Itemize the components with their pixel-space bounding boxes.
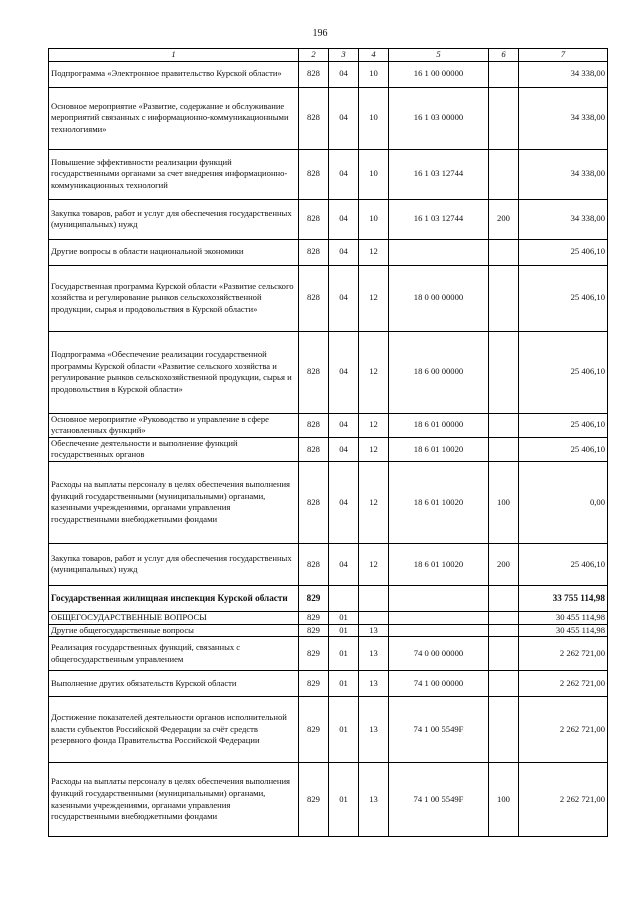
row-name: Подпрограмма «Обеспечение реализации государственной программы Курской области «Развитие сельского хозяйства и регулирование рынков сельскохозяйственной продукции, сырья и продовольствия в Курской области» <box>49 331 299 413</box>
target-article-code: 74 0 00 00000 <box>389 637 489 671</box>
row-name: Закупка товаров, работ и услуг для обеспечения государственных (муниципальных) нужд <box>49 199 299 239</box>
expense-type-code: 100 <box>489 461 519 543</box>
column-number: 6 <box>489 49 519 62</box>
expense-type-code <box>489 437 519 461</box>
target-article-code: 18 6 01 10020 <box>389 543 489 585</box>
subsection-code <box>359 585 389 611</box>
target-article-code: 16 1 00 00000 <box>389 61 489 87</box>
expense-type-code: 100 <box>489 763 519 837</box>
row-name: Повышение эффективности реализации функций государственными органами за счет внедрения информационно-коммуникационных технологий <box>49 149 299 199</box>
row-name: Расходы на выплаты персоналу в целях обеспечения выполнения функций государственными (муниципальными) органами, казенными учреждениями, органами управления государственными внебюджетными фондами <box>49 763 299 837</box>
amount: 25 406,10 <box>519 239 608 265</box>
subsection-code: 10 <box>359 149 389 199</box>
expense-type-code <box>489 149 519 199</box>
ministry-code: 829 <box>299 637 329 671</box>
row-name: Достижение показателей деятельности органов исполнительной власти субъектов Российской Федерации за счёт средств резервного фонда Правительства Российской Федерации <box>49 697 299 763</box>
row-name: Государственная жилищная инспекция Курской области <box>49 585 299 611</box>
section-code: 01 <box>329 624 359 637</box>
budget-table <box>48 48 608 837</box>
table-row <box>49 611 608 624</box>
subsection-code: 12 <box>359 413 389 437</box>
subsection-code: 12 <box>359 437 389 461</box>
expense-type-code <box>489 87 519 149</box>
subsection-code: 12 <box>359 239 389 265</box>
expense-type-code: 200 <box>489 199 519 239</box>
subsection-code: 10 <box>359 61 389 87</box>
target-article-code: 16 1 03 00000 <box>389 87 489 149</box>
table-row <box>49 149 608 199</box>
section-code: 04 <box>329 543 359 585</box>
target-article-code: 18 6 01 00000 <box>389 413 489 437</box>
target-article-code: 74 1 00 5549F <box>389 697 489 763</box>
amount: 25 406,10 <box>519 437 608 461</box>
amount: 34 338,00 <box>519 199 608 239</box>
row-name: Закупка товаров, работ и услуг для обеспечения государственных (муниципальных) нужд <box>49 543 299 585</box>
column-number: 7 <box>519 49 608 62</box>
subsection-code: 12 <box>359 543 389 585</box>
row-name: Подпрограмма «Электронное правительство Курской области» <box>49 61 299 87</box>
amount: 2 262 721,00 <box>519 671 608 697</box>
subsection-code: 13 <box>359 697 389 763</box>
target-article-code: 16 1 03 12744 <box>389 199 489 239</box>
table-row <box>49 265 608 331</box>
target-article-code: 74 1 00 5549F <box>389 763 489 837</box>
expense-type-code <box>489 637 519 671</box>
amount: 34 338,00 <box>519 61 608 87</box>
subsection-code: 13 <box>359 624 389 637</box>
target-article-code <box>389 611 489 624</box>
ministry-code: 828 <box>299 239 329 265</box>
expense-type-code <box>489 331 519 413</box>
row-name: Основное мероприятие «Руководство и управление в сфере установленных функций» <box>49 413 299 437</box>
subsection-code <box>359 611 389 624</box>
table-row <box>49 61 608 87</box>
table-row <box>49 624 608 637</box>
amount: 25 406,10 <box>519 413 608 437</box>
ministry-code: 828 <box>299 87 329 149</box>
column-number: 3 <box>329 49 359 62</box>
table-row <box>49 199 608 239</box>
table-row <box>49 763 608 837</box>
column-number: 1 <box>49 49 299 62</box>
table-row <box>49 413 608 437</box>
section-code: 04 <box>329 437 359 461</box>
ministry-code: 828 <box>299 461 329 543</box>
expense-type-code <box>489 611 519 624</box>
expense-type-code <box>489 624 519 637</box>
section-code: 04 <box>329 461 359 543</box>
section-code <box>329 585 359 611</box>
subsection-code: 13 <box>359 671 389 697</box>
target-article-code <box>389 624 489 637</box>
table-row <box>49 331 608 413</box>
ministry-code: 828 <box>299 413 329 437</box>
column-number: 2 <box>299 49 329 62</box>
amount: 2 262 721,00 <box>519 697 608 763</box>
expense-type-code <box>489 61 519 87</box>
ministry-code: 828 <box>299 265 329 331</box>
page-number: 196 <box>312 28 328 39</box>
amount: 30 455 114,98 <box>519 611 608 624</box>
ministry-code: 828 <box>299 543 329 585</box>
table-row <box>49 697 608 763</box>
expense-type-code <box>489 265 519 331</box>
ministry-code: 828 <box>299 331 329 413</box>
expense-type-code <box>489 239 519 265</box>
column-number-row <box>49 49 608 62</box>
amount: 25 406,10 <box>519 331 608 413</box>
expense-type-code <box>489 413 519 437</box>
amount: 25 406,10 <box>519 265 608 331</box>
table-row <box>49 239 608 265</box>
ministry-code: 829 <box>299 697 329 763</box>
section-code: 04 <box>329 199 359 239</box>
table-row <box>49 437 608 461</box>
target-article-code <box>389 239 489 265</box>
ministry-code: 829 <box>299 671 329 697</box>
subsection-code: 12 <box>359 461 389 543</box>
target-article-code: 18 6 01 10020 <box>389 437 489 461</box>
section-code: 01 <box>329 763 359 837</box>
section-code: 04 <box>329 331 359 413</box>
section-code: 04 <box>329 61 359 87</box>
section-code: 04 <box>329 265 359 331</box>
table-row <box>49 671 608 697</box>
amount: 34 338,00 <box>519 87 608 149</box>
amount: 34 338,00 <box>519 149 608 199</box>
target-article-code: 16 1 03 12744 <box>389 149 489 199</box>
target-article-code: 18 6 00 00000 <box>389 331 489 413</box>
ministry-code: 828 <box>299 149 329 199</box>
table-row <box>49 543 608 585</box>
amount: 2 262 721,00 <box>519 763 608 837</box>
section-code: 01 <box>329 637 359 671</box>
section-code: 01 <box>329 697 359 763</box>
table-row <box>49 585 608 611</box>
table-row <box>49 87 608 149</box>
row-name: Другие вопросы в области национальной экономики <box>49 239 299 265</box>
ministry-code: 828 <box>299 61 329 87</box>
target-article-code: 74 1 00 00000 <box>389 671 489 697</box>
amount: 33 755 114,98 <box>519 585 608 611</box>
column-number: 4 <box>359 49 389 62</box>
table-body <box>49 61 608 837</box>
expense-type-code <box>489 671 519 697</box>
target-article-code: 18 6 01 10020 <box>389 461 489 543</box>
row-name: Основное мероприятие «Развитие, содержание и обслуживание мероприятий связанных с информационно-коммуникационными технологиями» <box>49 87 299 149</box>
ministry-code: 829 <box>299 763 329 837</box>
target-article-code: 18 0 00 00000 <box>389 265 489 331</box>
row-name: ОБЩЕГОСУДАРСТВЕННЫЕ ВОПРОСЫ <box>49 611 299 624</box>
subsection-code: 10 <box>359 87 389 149</box>
ministry-code: 828 <box>299 199 329 239</box>
ministry-code: 829 <box>299 611 329 624</box>
ministry-code: 828 <box>299 437 329 461</box>
section-code: 04 <box>329 239 359 265</box>
subsection-code: 13 <box>359 763 389 837</box>
row-name: Расходы на выплаты персоналу в целях обеспечения выполнения функций государственными (муниципальными) органами, казенными учреждениями, органами управления государственными внебюджетными фондами <box>49 461 299 543</box>
ministry-code: 829 <box>299 624 329 637</box>
table-row <box>49 637 608 671</box>
section-code: 04 <box>329 149 359 199</box>
expense-type-code <box>489 697 519 763</box>
section-code: 01 <box>329 671 359 697</box>
subsection-code: 13 <box>359 637 389 671</box>
section-code: 04 <box>329 87 359 149</box>
ministry-code: 829 <box>299 585 329 611</box>
subsection-code: 12 <box>359 265 389 331</box>
expense-type-code <box>489 585 519 611</box>
section-code: 01 <box>329 611 359 624</box>
amount: 2 262 721,00 <box>519 637 608 671</box>
section-code: 04 <box>329 413 359 437</box>
amount: 30 455 114,98 <box>519 624 608 637</box>
row-name: Реализация государственных функций, связанных с общегосударственным управлением <box>49 637 299 671</box>
amount: 25 406,10 <box>519 543 608 585</box>
amount: 0,00 <box>519 461 608 543</box>
row-name: Выполнение других обязательств Курской области <box>49 671 299 697</box>
row-name: Государственная программа Курской области «Развитие сельского хозяйства и регулирование рынков сельскохозяйственной продукции, сырья и продовольствия в Курской области» <box>49 265 299 331</box>
expense-type-code: 200 <box>489 543 519 585</box>
subsection-code: 10 <box>359 199 389 239</box>
subsection-code: 12 <box>359 331 389 413</box>
row-name: Обеспечение деятельности и выполнение функций государственных органов <box>49 437 299 461</box>
table-row <box>49 461 608 543</box>
row-name: Другие общегосударственные вопросы <box>49 624 299 637</box>
target-article-code <box>389 585 489 611</box>
column-number: 5 <box>389 49 489 62</box>
